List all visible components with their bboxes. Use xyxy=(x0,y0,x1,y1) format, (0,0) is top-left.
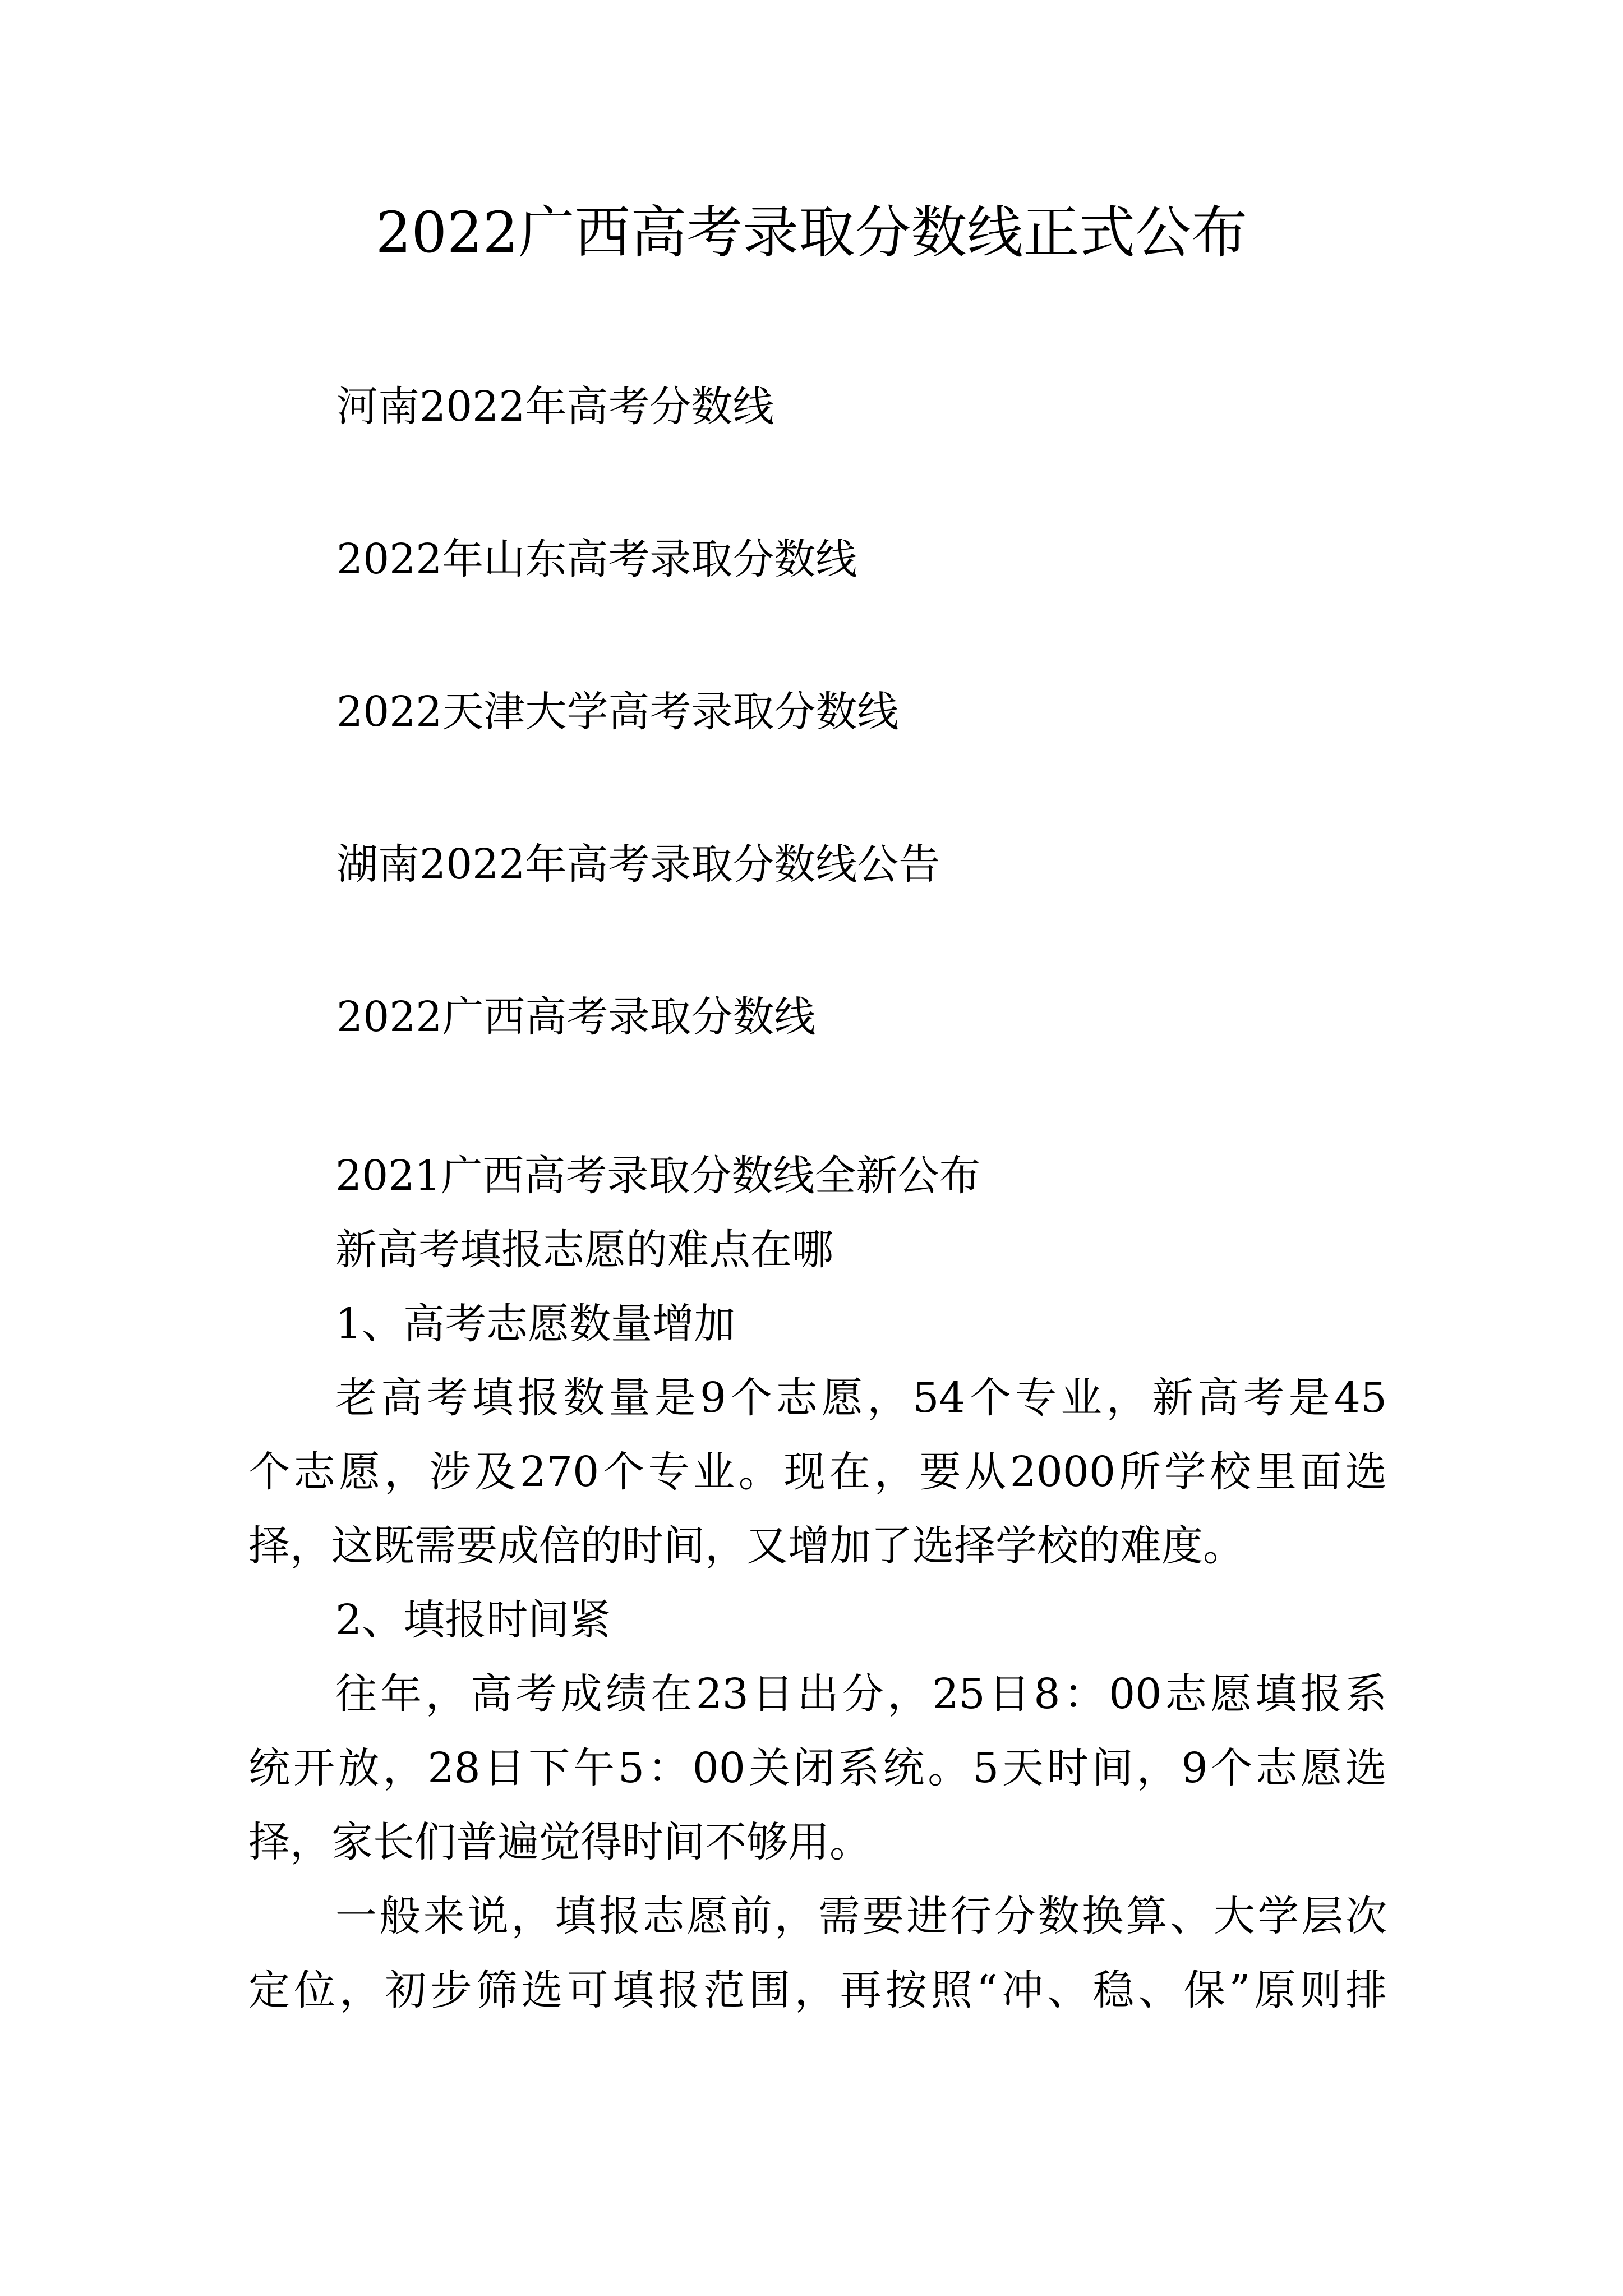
paragraph-line: 统开放，28日下午5：00关闭系统。5天时间，9个志愿选 xyxy=(248,1744,1387,1792)
related-link-guangxi-2022[interactable]: 2022广西高考录取分数线 xyxy=(336,993,816,1041)
article-body xyxy=(248,1139,1387,2027)
paragraph-line: 老高考填报数量是9个志愿，54个专业，新高考是45 xyxy=(335,1374,1387,1422)
related-link-shandong-2022[interactable]: 2022年山东高考录取分数线 xyxy=(336,535,857,583)
paragraph-line: 择，这既需要成倍的时间，又增加了选择学校的难度。 xyxy=(248,1522,1244,1570)
paragraph-line: 个志愿，涉及270个专业。现在，要从2000所学校里面选 xyxy=(248,1448,1387,1496)
related-link-tianjin-university-2022[interactable]: 2022天津大学高考录取分数线 xyxy=(336,688,899,736)
related-link-guangxi-2021[interactable]: 2021广西高考录取分数线全新公布 xyxy=(335,1152,981,1200)
document-title: 2022广西高考录取分数线正式公布 xyxy=(375,200,1248,265)
subsection-heading: 2、填报时间紧 xyxy=(335,1596,611,1644)
related-link-hunan-2022[interactable]: 湖南2022年高考录取分数线公告 xyxy=(336,840,940,889)
related-link-henan-2022[interactable]: 河南2022年高考分数线 xyxy=(336,383,774,431)
related-links-list xyxy=(336,370,940,1133)
paragraph-line: 择，家长们普遍觉得时间不够用。 xyxy=(248,1818,871,1866)
section-heading: 新高考填报志愿的难点在哪 xyxy=(335,1226,833,1274)
paragraph-line: 一般来说，填报志愿前，需要进行分数换算、大学层次 xyxy=(335,1892,1387,1940)
paragraph-line: 定位，初步筛选可填报范围，再按照“冲、稳、保”原则排 xyxy=(248,1966,1387,2014)
paragraph-line: 往年，高考成绩在23日出分，25日8：00志愿填报系 xyxy=(335,1670,1387,1718)
subsection-heading: 1、高考志愿数量增加 xyxy=(335,1300,736,1348)
